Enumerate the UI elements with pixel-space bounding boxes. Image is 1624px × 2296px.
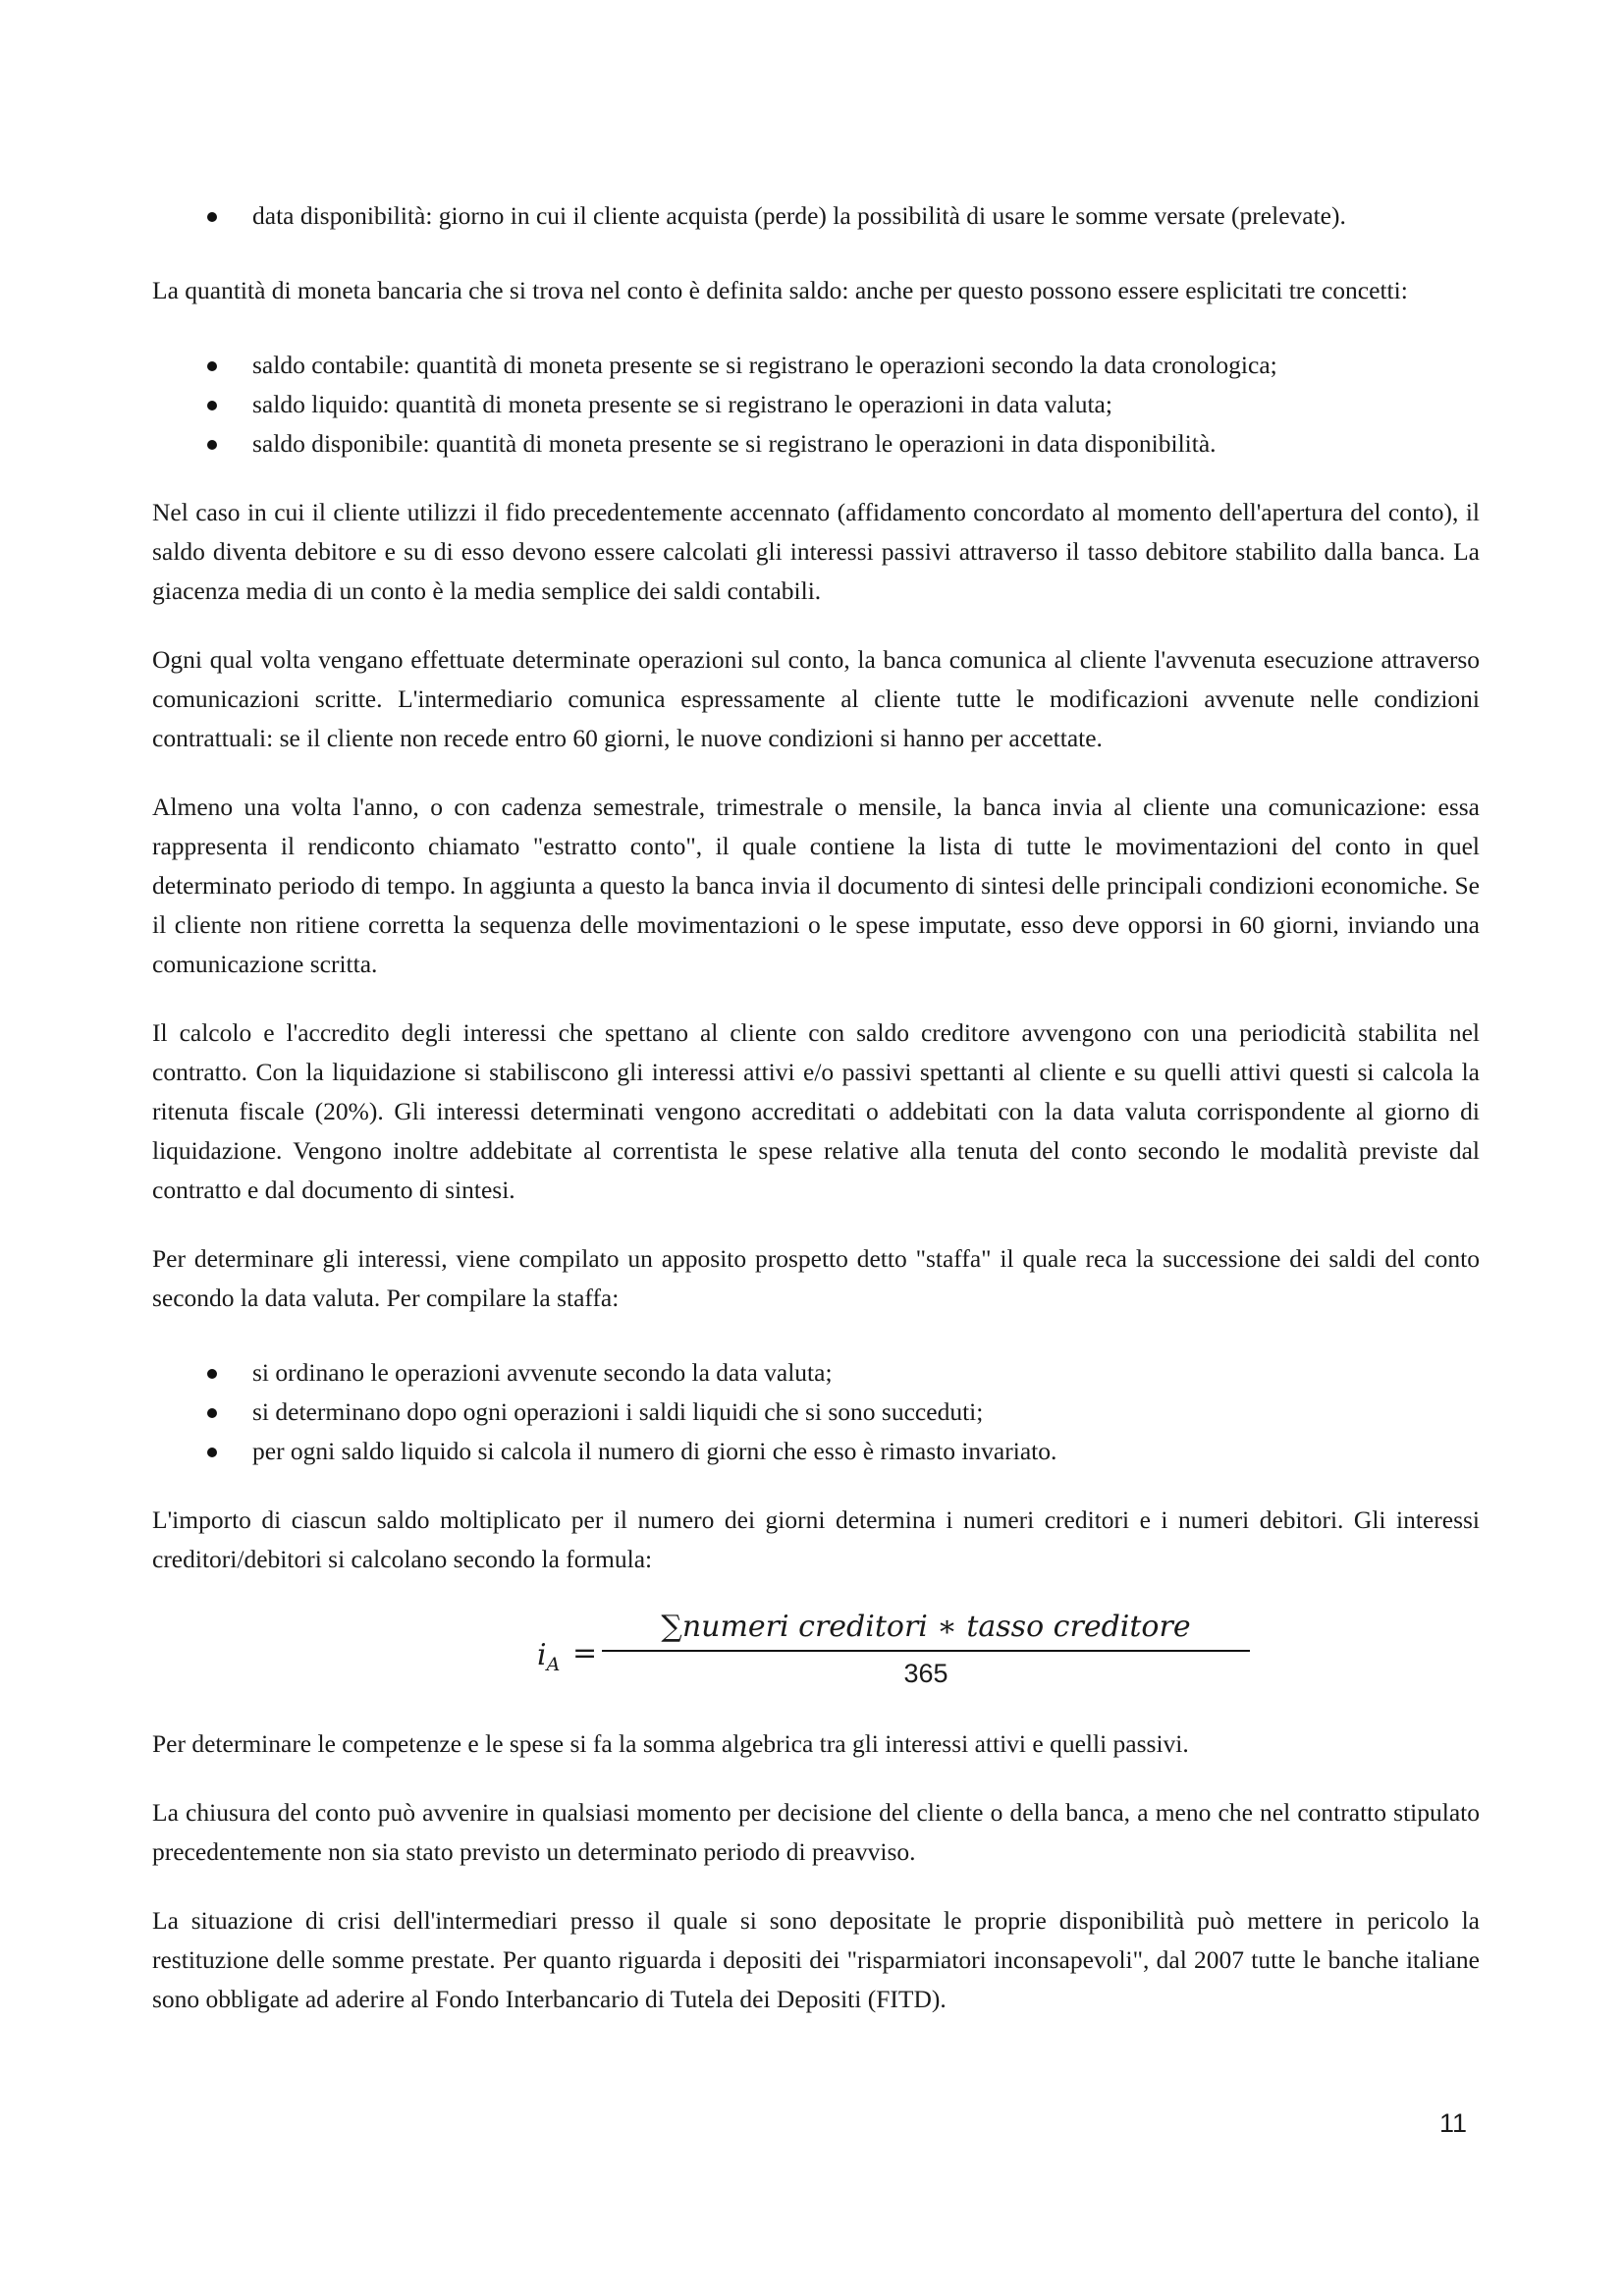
list-item [152, 424, 1480, 464]
formula-denominator: 365 [903, 1659, 948, 1688]
paragraph-numeri: L'importo di ciascun saldo moltiplicato per il numero dei giorni determina i numeri creditori e i numeri debitori. Gli interessi creditori/debitori si calcolano secondo la formula: [152, 1505, 1480, 1573]
formula-subscript: A [546, 1654, 561, 1675]
bullet-list-disponibilita [152, 196, 1480, 236]
bullet-dot-icon [207, 1448, 217, 1457]
bullet-list-saldi [152, 346, 1480, 464]
formula-numerator: ∑numeri creditori ∗ tasso creditore [661, 1610, 1191, 1644]
list-item [152, 196, 1480, 236]
paragraph-estratto-conto: Almeno una volta l'anno, o con cadenza semestrale, trimestrale o mensile, la banca invia al cliente una comunicazione: essa rappresenta il rendiconto chiamato "estratto conto", il quale contiene la lista di tutte le movimentazioni del conto in quel determinato periodo di tempo. In aggiunta a questo la banca invia il documento di sintesi delle principali condizioni economiche. Se il cliente non ritiene corretta la sequenza delle movimentazioni o le spese imputate, esso deve opporsi in 60 giorni, inviando una comunicazione scritta. [152, 793, 1480, 978]
list-item-text: si ordinano le operazioni avvenute secondo la data valuta; [252, 1358, 833, 1387]
fraction-bar [602, 1650, 1250, 1652]
page-number: 11 [1439, 2108, 1468, 2138]
bullet-dot-icon [207, 1408, 217, 1418]
list-item [152, 346, 1480, 385]
list-item-text: saldo contabile: quantità di moneta presente se si registrano le operazioni secondo la data cronologica; [252, 351, 1277, 379]
formula-equals: = [572, 1636, 598, 1670]
interest-formula [152, 1607, 1480, 1701]
formula-variable: i [537, 1638, 547, 1672]
list-item-text: saldo liquido: quantità di moneta presente se si registrano le operazioni in data valuta; [252, 390, 1112, 418]
bullet-dot-icon [207, 361, 217, 371]
bullet-dot-icon [207, 212, 217, 222]
paragraph-competenze: Per determinare le competenze e le spese si fa la somma algebrica tra gli interessi attivi e quelli passivi. [152, 1729, 1189, 1758]
formula-lhs [537, 1636, 560, 1684]
paragraph-liquidazione: Il calcolo e l'accredito degli interessi che spettano al cliente con saldo creditore avvengono con una periodicità stabilita nel contratto. Con la liquidazione si stabiliscono gli interessi attivi e/o passivi spettanti al cliente e su quelli attivi questi si calcola la ritenuta fiscale (20%). Gli interessi determinati vengono accreditati o addebitati con la data valuta corrispondente al giorno di liquidazione. Vengono inoltre addebitate al correntista le spese relative alla tenuta del conto secondo le modalità previste dal contratto e dal documento di sintesi. [152, 1018, 1480, 1204]
paragraph-chiusura: La chiusura del conto può avvenire in qualsiasi momento per decisione del cliente o della banca, a meno che nel contratto stipulato precedentemente non sia stato previsto un determinato periodo di preavviso. [152, 1798, 1480, 1866]
formula-fraction [602, 1607, 1250, 1691]
list-item [152, 1353, 1480, 1393]
list-item-text: data disponibilità: giorno in cui il cliente acquista (perde) la possibilità di usare le somme versate (prelevate). [252, 201, 1346, 230]
paragraph-comunicazioni: Ogni qual volta vengano effettuate determinate operazioni sul conto, la banca comunica al cliente l'avvenuta esecuzione attraverso comunicazioni scritte. L'intermediario comunica espressamente al cliente tutte le modificazioni avvenute nelle condizioni contrattuali: se il cliente non recede entro 60 giorni, le nuove condizioni si hanno per accettate. [152, 645, 1480, 752]
list-item-text: per ogni saldo liquido si calcola il numero di giorni che esso è rimasto invariato. [252, 1437, 1057, 1465]
list-item-text: si determinano dopo ogni operazioni i saldi liquidi che si sono succeduti; [252, 1397, 984, 1426]
bullet-dot-icon [207, 440, 217, 450]
list-item [152, 1393, 1480, 1432]
paragraph-saldo-intro: La quantità di moneta bancaria che si trova nel conto è definita saldo: anche per questo possono essere esplicitati tre concetti: [152, 276, 1408, 304]
paragraph-fido: Nel caso in cui il cliente utilizzi il fido precedentemente accennato (affidamento concordato al momento dell'apertura del conto), il saldo diventa debitore e su di esso devono essere calcolati gli interessi passivi attraverso il tasso debitore stabilito dalla banca. La giacenza media di un conto è la media semplice dei saldi contabili. [152, 498, 1480, 605]
paragraph-fitd: La situazione di crisi dell'intermediari presso il quale si sono depositate le proprie disponibilità può mettere in pericolo la restituzione delle somme prestate. Per quanto riguarda i depositi dei "risparmiatori inconsapevoli", dal 2007 tutte le banche italiane sono obbligate ad aderire al Fondo Interbancario di Tutela dei Depositi (FITD). [152, 1906, 1480, 2013]
bullet-dot-icon [207, 1369, 217, 1379]
paragraph-staffa: Per determinare gli interessi, viene compilato un apposito prospetto detto "staffa" il quale reca la successione dei saldi del conto secondo la data valuta. Per compilare la staffa: [152, 1244, 1480, 1312]
bullet-dot-icon [207, 401, 217, 410]
document-page [152, 196, 1480, 2049]
list-item [152, 385, 1480, 424]
bullet-list-staffa [152, 1353, 1480, 1471]
list-item-text: saldo disponibile: quantità di moneta presente se si registrano le operazioni in data disponibilità. [252, 429, 1217, 458]
list-item [152, 1432, 1480, 1471]
